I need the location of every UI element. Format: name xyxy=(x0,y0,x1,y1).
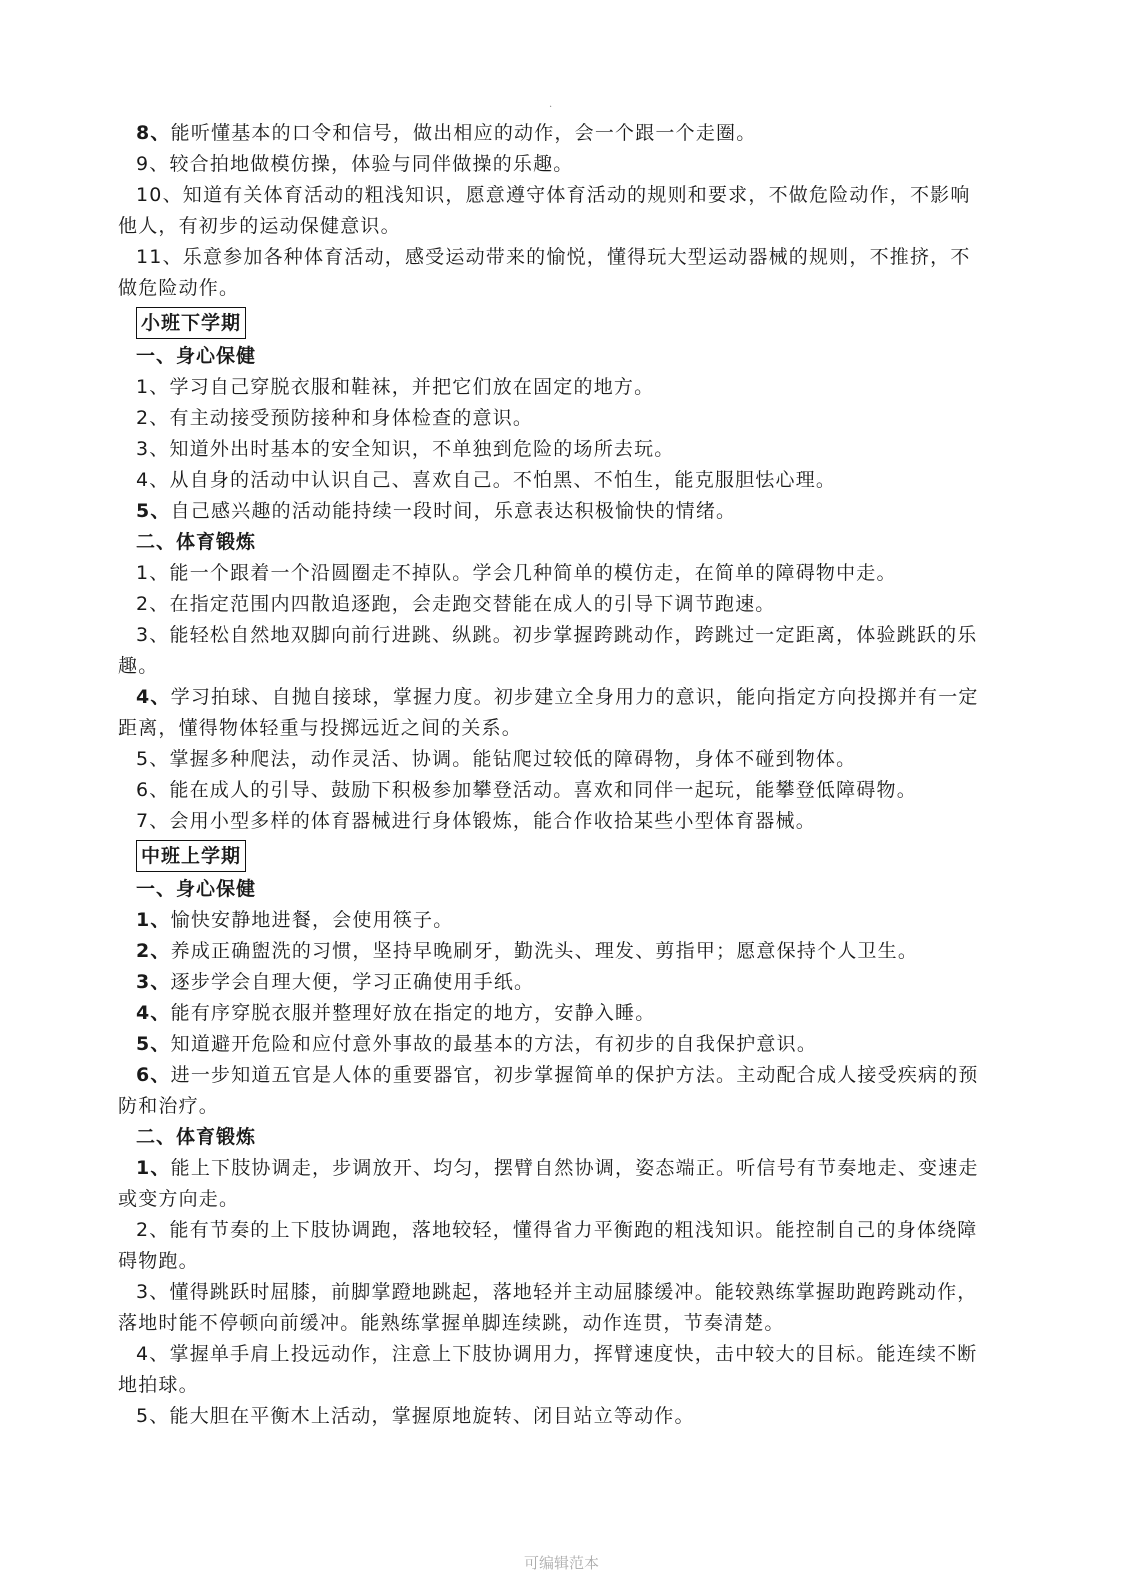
item-number: 4、 xyxy=(136,1343,170,1365)
subheading-exercise: 二、体育锻炼 xyxy=(136,531,257,553)
item-number: 3、 xyxy=(136,438,170,460)
list-item xyxy=(118,936,990,967)
item-text: 自己感兴趣的活动能持续一段时间，乐意表达积极愉快的情绪。 xyxy=(170,500,737,522)
item-text: 会用小型多样的体育器械进行身体锻炼，能合作收拾某些小型体育器械。 xyxy=(169,810,816,832)
item-number: 8、 xyxy=(136,122,171,144)
item-text: 愉快安静地进餐，会使用筷子。 xyxy=(170,909,454,931)
subheading-exercise: 二、体育锻炼 xyxy=(136,1126,257,1148)
item-number: 2、 xyxy=(136,407,170,429)
list-item xyxy=(118,149,990,180)
list-item xyxy=(118,620,990,682)
item-number: 5、 xyxy=(136,748,170,770)
list-item xyxy=(118,372,990,403)
health-list xyxy=(118,905,990,1122)
list-item xyxy=(118,1401,990,1432)
item-number: 5、 xyxy=(136,500,171,522)
list-item xyxy=(118,558,990,589)
item-number: 4、 xyxy=(136,469,170,491)
item-number: 1、 xyxy=(136,909,171,931)
list-item xyxy=(118,744,990,775)
item-number: 6、 xyxy=(136,1064,171,1086)
item-number: 3、 xyxy=(136,971,171,993)
item-number: 6、 xyxy=(136,779,170,801)
item-text: 乐意参加各种体育活动，感受运动带来的愉悦，懂得玩大型运动器械的规则，不推挤，不做危险动作。 xyxy=(118,246,971,299)
top-mark: . xyxy=(549,99,553,110)
item-text: 逐步学会自理大便，学习正确使用手纸。 xyxy=(170,971,535,993)
item-text: 掌握多种爬法，动作灵活、协调。能钻爬过较低的障碍物，身体不碰到物体。 xyxy=(169,748,857,770)
item-text: 知道外出时基本的安全知识，不单独到危险的场所去玩。 xyxy=(169,438,675,460)
item-text: 掌握单手肩上投远动作，注意上下肢协调用力，挥臂速度快，击中较大的目标。能连续不断地拍球。 xyxy=(118,1343,978,1396)
item-number: 4、 xyxy=(136,686,171,708)
item-number: 5、 xyxy=(136,1033,171,1055)
item-text: 能上下肢协调走，步调放开、均匀，摆臂自然协调，姿态端正。听信号有节奏地走、变速走或变方向走。 xyxy=(118,1157,979,1210)
item-text: 能轻松自然地双脚向前行进跳、纵跳。初步掌握跨跳动作，跨跳过一定距离，体验跳跃的乐趣。 xyxy=(118,624,978,677)
exercise-list xyxy=(118,558,990,837)
list-item xyxy=(118,1153,990,1215)
item-number: 4、 xyxy=(136,1002,171,1024)
list-item xyxy=(118,465,990,496)
list-item xyxy=(118,998,990,1029)
item-number: 1、 xyxy=(136,1157,171,1179)
section-title-small-class-second-term: 小班下学期 xyxy=(136,307,246,339)
list-item xyxy=(118,180,990,242)
exercise-list xyxy=(118,1153,990,1432)
item-text: 能一个跟着一个沿圆圈走不掉队。学会几种简单的模仿走，在简单的障碍物中走。 xyxy=(169,562,897,584)
item-number: 2、 xyxy=(136,940,171,962)
list-item xyxy=(118,775,990,806)
item-text: 从自身的活动中认识自己、喜欢自己。不怕黑、不怕生，能克服胆怯心理。 xyxy=(169,469,837,491)
subheading-health: 一、身心保健 xyxy=(136,878,257,900)
item-text: 在指定范围内四散追逐跑，会走跑交替能在成人的引导下调节跑速。 xyxy=(169,593,776,615)
item-text: 能有序穿脱衣服并整理好放在指定的地方，安静入睡。 xyxy=(170,1002,656,1024)
item-number: 1、 xyxy=(136,376,170,398)
item-text: 能在成人的引导、鼓励下积极参加攀登活动。喜欢和同伴一起玩，能攀登低障碍物。 xyxy=(169,779,917,801)
list-item xyxy=(118,1060,990,1122)
item-text: 知道避开危险和应付意外事故的最基本的方法，有初步的自我保护意识。 xyxy=(170,1033,818,1055)
document-body xyxy=(118,118,990,1432)
item-text: 学习拍球、自抛自接球，掌握力度。初步建立全身用力的意识，能向指定方向投掷并有一定距离，懂得物体轻重与投掷远近之间的关系。 xyxy=(118,686,979,739)
list-item xyxy=(118,967,990,998)
health-list xyxy=(118,372,990,527)
item-number: 5、 xyxy=(136,1405,170,1427)
list-item xyxy=(118,682,990,744)
footer-watermark: 可编辑范本 xyxy=(523,1554,599,1572)
list-item xyxy=(118,1339,990,1401)
list-item xyxy=(118,496,990,527)
item-text: 知道有关体育活动的粗浅知识，愿意遵守体育活动的规则和要求，不做危险动作，不影响他人，有初步的运动保健意识。 xyxy=(118,184,971,237)
item-number: 7、 xyxy=(136,810,170,832)
item-number: 3、 xyxy=(136,1281,170,1303)
section-title-middle-class-first-term: 中班上学期 xyxy=(136,840,246,872)
item-text: 懂得跳跃时屈膝，前脚掌蹬地跳起，落地轻并主动屈膝缓冲。能较熟练掌握助跑跨跳动作，落地时能不停顿向前缓冲。能熟练掌握单脚连续跳，动作连贯，节奏清楚。 xyxy=(118,1281,978,1334)
item-number: 1、 xyxy=(136,562,170,584)
item-text: 能有节奏的上下肢协调跑，落地较轻，懂得省力平衡跑的粗浅知识。能控制自己的身体绕障碍物跑。 xyxy=(118,1219,978,1272)
item-number: 2、 xyxy=(136,593,170,615)
item-number: 10、 xyxy=(136,184,183,206)
item-number: 11、 xyxy=(136,246,183,268)
list-item xyxy=(118,1277,990,1339)
list-item xyxy=(118,403,990,434)
item-text: 较合拍地做模仿操，体验与同伴做操的乐趣。 xyxy=(169,153,574,175)
item-text: 学习自己穿脱衣服和鞋袜，并把它们放在固定的地方。 xyxy=(169,376,655,398)
subheading-health: 一、身心保健 xyxy=(136,345,257,367)
list-item xyxy=(118,242,990,304)
list-item xyxy=(118,1029,990,1060)
list-item xyxy=(118,589,990,620)
list-item xyxy=(118,118,990,149)
item-text: 有主动接受预防接种和身体检查的意识。 xyxy=(169,407,534,429)
item-number: 2、 xyxy=(136,1219,170,1241)
item-text: 能听懂基本的口令和信号，做出相应的动作，会一个跟一个走圈。 xyxy=(170,122,757,144)
item-text: 养成正确盥洗的习惯，坚持早晚刷牙，勤洗头、理发、剪指甲；愿意保持个人卫生。 xyxy=(170,940,919,962)
item-text: 能大胆在平衡木上活动，掌握原地旋转、闭目站立等动作。 xyxy=(169,1405,695,1427)
list-item xyxy=(118,1215,990,1277)
list-item xyxy=(118,806,990,837)
continued-list xyxy=(118,118,990,304)
list-item xyxy=(118,905,990,936)
item-number: 3、 xyxy=(136,624,170,646)
item-text: 进一步知道五官是人体的重要器官，初步掌握简单的保护方法。主动配合成人接受疾病的预防和治疗。 xyxy=(118,1064,979,1117)
list-item xyxy=(118,434,990,465)
item-number: 9、 xyxy=(136,153,170,175)
